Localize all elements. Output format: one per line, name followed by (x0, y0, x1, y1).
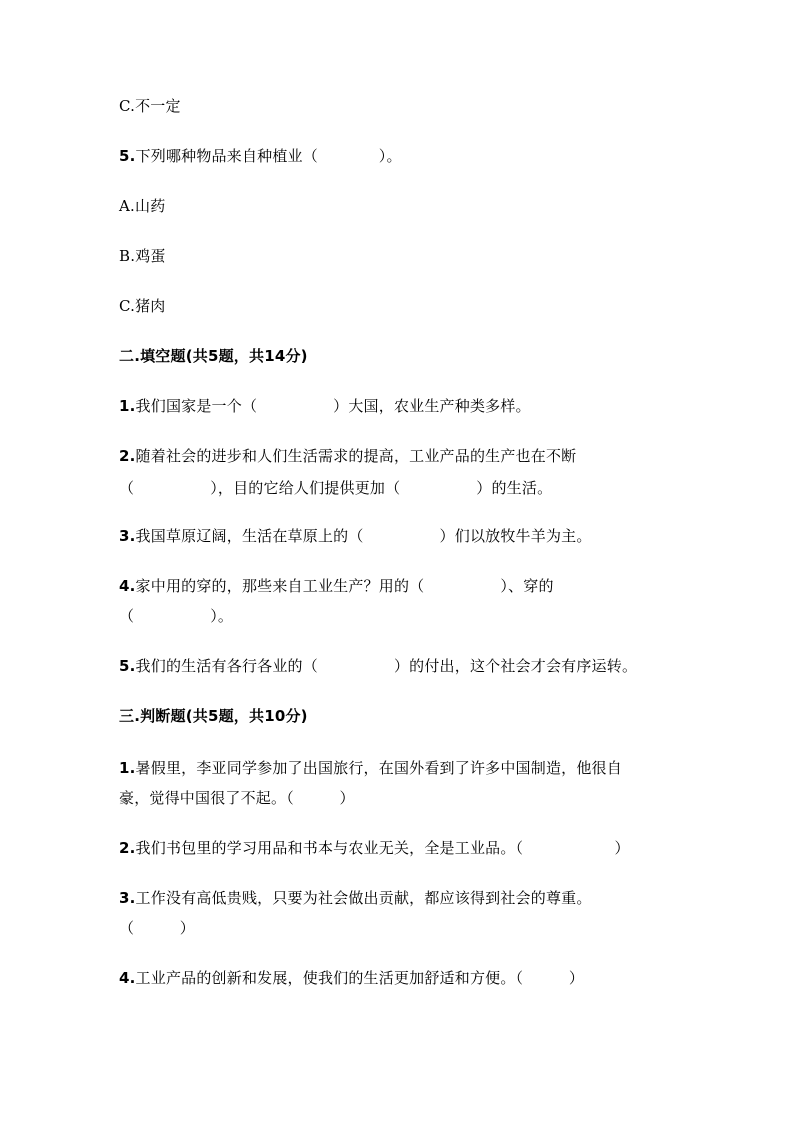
question-number: 4. (119, 969, 136, 987)
section-title-fill-blank: 二.填空题(共5题，共14分) (119, 347, 308, 365)
question-number: 2. (119, 447, 136, 465)
judge-question-2 (119, 838, 630, 858)
question-text: 我们国家是一个（ ）大国，农业生产种类多样。 (135, 397, 531, 415)
fill-question-5 (119, 656, 637, 676)
question-text: 我们的生活有各行各业的（ ）的付出，这个社会才会有序运转。 (135, 657, 638, 675)
question-text: 工业产品的创新和发展，使我们的生活更加舒适和方便。（ ） (135, 969, 585, 987)
question-number: 5. (119, 147, 136, 165)
section-title-judgement: 三.判断题(共5题，共10分) (119, 707, 308, 725)
question-number: 3. (119, 889, 136, 907)
question-text: 随着社会的进步和人们生活需求的提高，工业产品的生产也在不断 (135, 447, 577, 465)
option-c: C.猪肉 (119, 297, 166, 315)
question-number: 1. (119, 397, 136, 415)
judge-question-4 (119, 968, 584, 988)
question-text: 家中用的穿的，那些来自工业生产？用的（ ）、穿的 (135, 577, 554, 595)
fill-question-4-cont: （ ）。 (119, 607, 234, 625)
fill-question-1 (119, 396, 531, 416)
question-number: 2. (119, 839, 136, 857)
option-b: B.鸡蛋 (119, 247, 166, 265)
question-text: 暑假里，李亚同学参加了出国旅行，在国外看到了许多中国制造，他很自 (135, 759, 622, 777)
fill-question-4 (119, 576, 554, 596)
question-text: 我们书包里的学习用品和书本与农业无关，全是工业品。（ ） (135, 839, 630, 857)
judge-question-3 (119, 888, 592, 908)
question-text: 工作没有高低贵贱，只要为社会做出贡献，都应该得到社会的尊重。 (135, 889, 592, 907)
judge-question-3-cont: （ ） (119, 919, 196, 937)
question-text: 下列哪种物品来自种植业（ ）。 (135, 147, 402, 165)
fill-question-2 (119, 446, 576, 466)
option-c-q4: C.不一定 (119, 97, 181, 115)
question-number: 1. (119, 759, 136, 777)
question-number: 5. (119, 657, 136, 675)
question-5-choice (119, 146, 402, 166)
fill-question-2-cont: （ ），目的它给人们提供更加（ ）的生活。 (119, 479, 553, 497)
judge-question-1-cont: 豪，觉得中国很了不起。（ ） (119, 789, 355, 807)
option-a: A.山药 (119, 197, 166, 215)
question-number: 4. (119, 577, 136, 595)
fill-question-3 (119, 526, 592, 546)
question-text: 我国草原辽阔，生活在草原上的（ ）们以放牧牛羊为主。 (135, 527, 592, 545)
question-number: 3. (119, 527, 136, 545)
judge-question-1 (119, 758, 622, 778)
